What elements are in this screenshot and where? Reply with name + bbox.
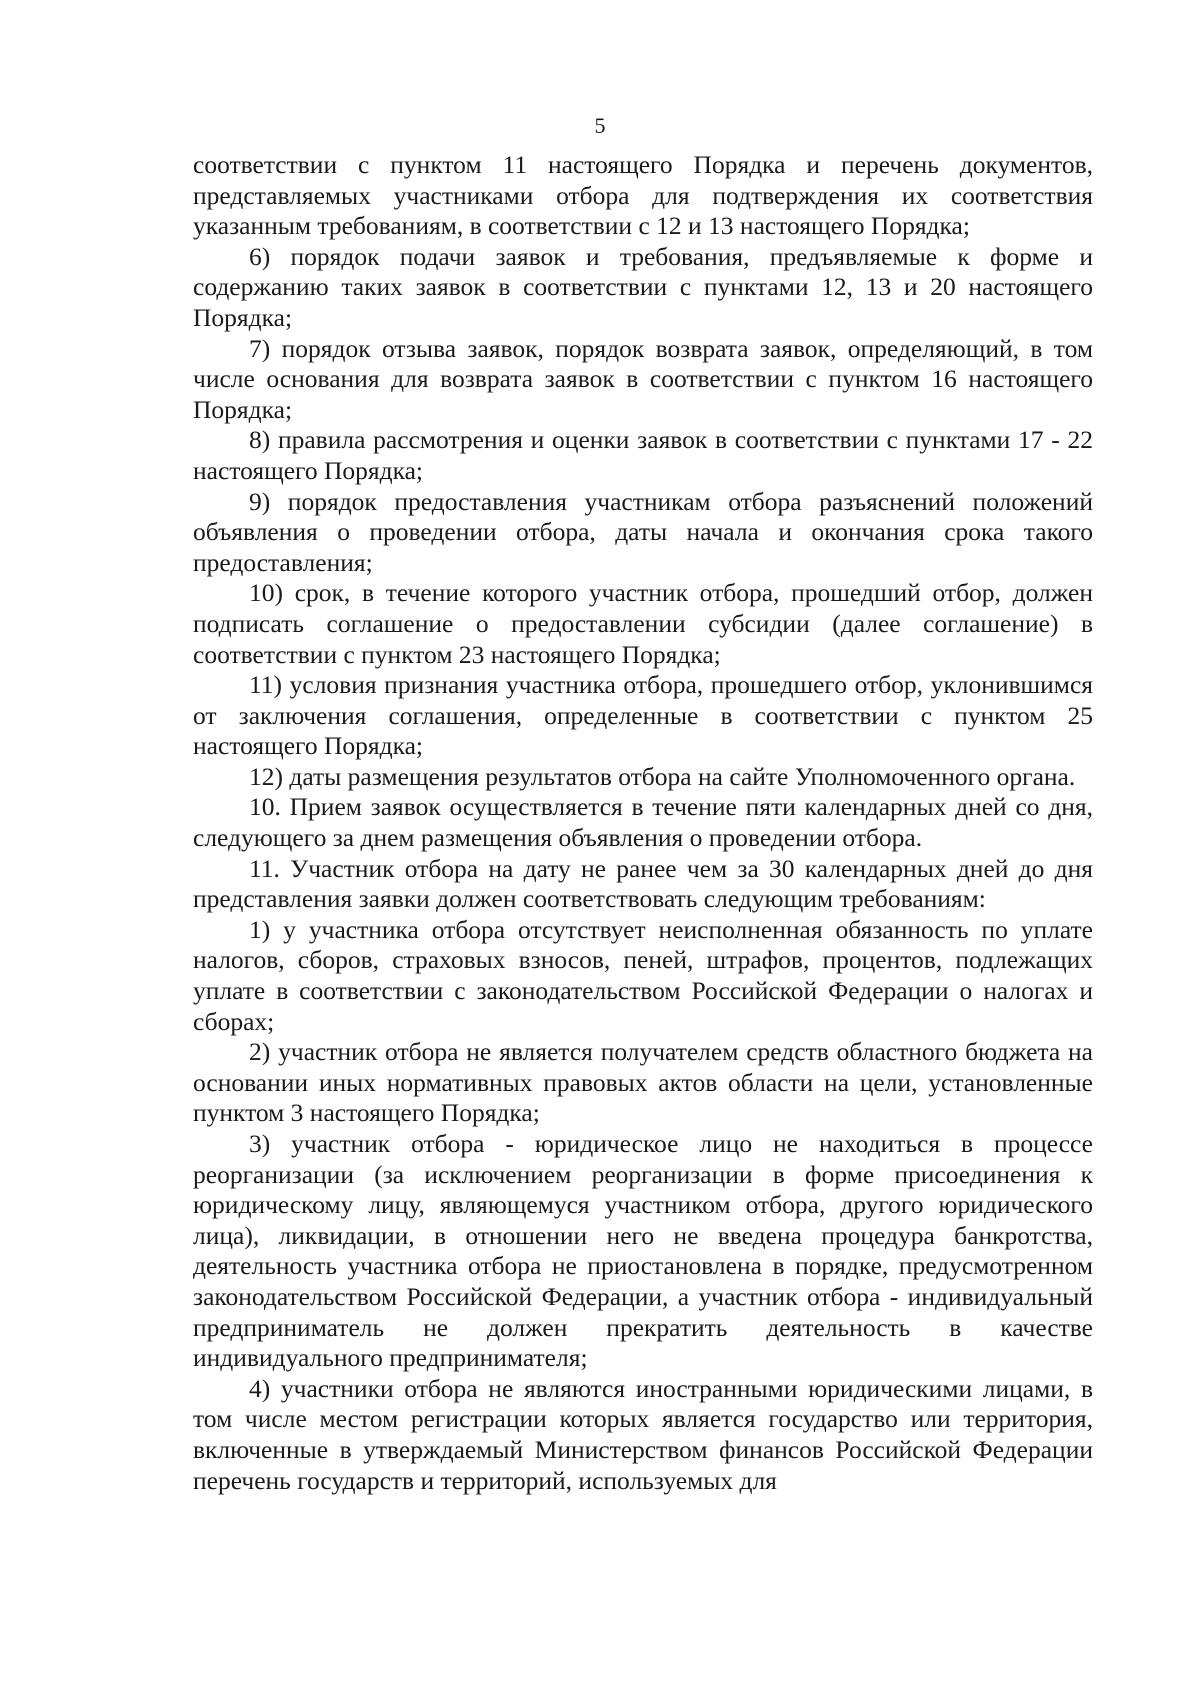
page-number: 5 <box>594 113 606 138</box>
paragraph-section-11: 11. Участник отбора на дату не ранее чем за 30 календарных дней до дня представления заявки должен соответствовать следующим требованиям: <box>193 853 1093 914</box>
paragraph-item-9: 9) порядок предоставления участникам отбора разъяснений положений объявления о проведении отбора, даты начала и окончания срока такого предоставления; <box>193 486 1093 577</box>
paragraph-item-10: 10) срок, в течение которого участник отбора, прошедший отбор, должен подписать соглашение о предоставлении субсидии (далее соглашение) в соответствии с пунктом 23 настоящего Порядка; <box>193 578 1093 669</box>
paragraph-requirement-3: 3) участник отбора - юридическое лицо не находиться в процессе реорганизации (за исключением реорганизации в форме присоединения к юридическому лицу, являющемуся участником отбора, другого юридического лица), ликвидации, в отношении него не введена процедура банкротства, деятельность участника отбора не приостановлена в порядке, предусмотренном законодательством Российской Федерации, а участник отбора - индивидуальный предприниматель не должен прекратить деятельность в качестве индивидуального предпринимателя; <box>193 1129 1093 1373</box>
paragraph-continuation: соответствии с пунктом 11 настоящего Порядка и перечень документов, представляемых участниками отбора для подтверждения их соответствия указанным требованиям, в соответствии с 12 и 13 настоящего Порядка; <box>193 150 1093 241</box>
paragraph-item-12: 12) даты размещения результатов отбора на сайте Уполномоченного органа. <box>249 761 1076 791</box>
document-body <box>193 150 1093 1496</box>
paragraph-requirement-1: 1) у участника отбора отсутствует неисполненная обязанность по уплате налогов, сборов, страховых взносов, пеней, штрафов, процентов, подлежащих уплате в соответствии с законодательством Российской Федерации о налогах и сборах; <box>193 914 1093 1036</box>
paragraph-requirement-2: 2) участник отбора не является получателем средств областного бюджета на основании иных нормативных правовых актов области на цели, установленные пунктом 3 настоящего Порядка; <box>193 1037 1093 1128</box>
paragraph-item-11: 11) условия признания участника отбора, прошедшего отбор, уклонившимся от заключения соглашения, определенные в соответствии с пунктом 25 настоящего Порядка; <box>193 670 1093 761</box>
paragraph-requirement-4: 4) участники отбора не являются иностранными юридическими лицами, в том числе местом регистрации которых является государство или территория, включенные в утверждаемый Министерством финансов Российской Федерации перечень государств и территорий, используемых для <box>193 1373 1093 1495</box>
paragraph-item-6: 6) порядок подачи заявок и требования, предъявляемые к форме и содержанию таких заявок в соответствии с пунктами 12, 13 и 20 настоящего Порядка; <box>193 241 1093 332</box>
paragraph-section-10: 10. Прием заявок осуществляется в течение пяти календарных дней со дня, следующего за днем размещения объявления о проведении отбора. <box>193 792 1093 853</box>
paragraph-item-8: 8) правила рассмотрения и оценки заявок в соответствии с пунктами 17 - 22 настоящего Порядка; <box>193 425 1093 485</box>
paragraph-item-7: 7) порядок отзыва заявок, порядок возврата заявок, определяющий, в том числе основания для возврата заявок в соответствии с пунктом 16 настоящего Порядка; <box>193 333 1093 424</box>
